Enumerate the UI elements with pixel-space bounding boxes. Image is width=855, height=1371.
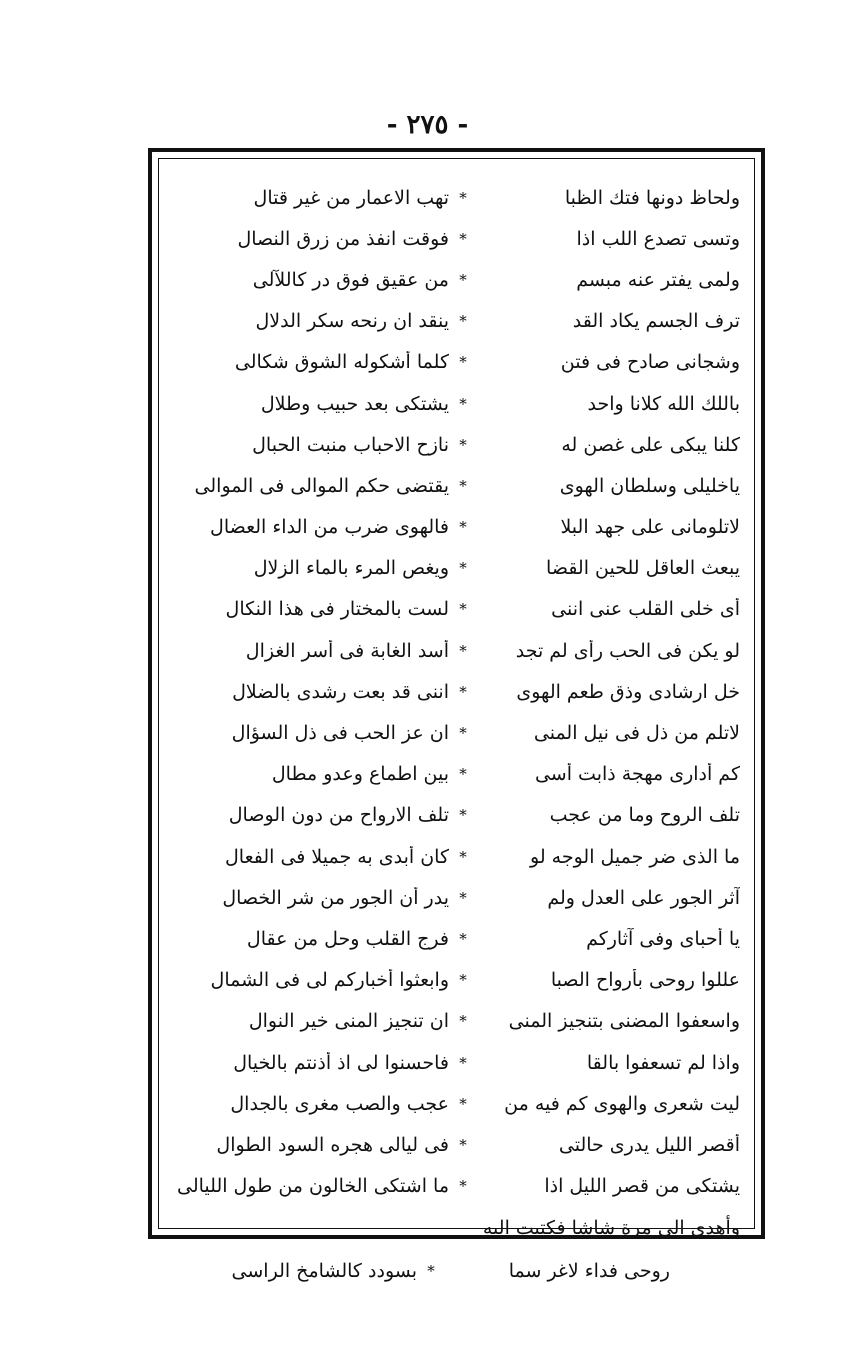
- first-hemistich: باللك الله كلانا واحد: [587, 392, 740, 415]
- verse-line: [173, 424, 740, 465]
- verse-line: [173, 960, 740, 1001]
- second-hemistich: فالهوى ضرب من الداء العضال: [210, 516, 449, 539]
- second-hemistich: بين اطماع وعدو مطال: [271, 763, 449, 786]
- separator-star: *: [459, 1177, 467, 1196]
- first-hemistich: كلنا يبكى على غصن له: [561, 433, 740, 456]
- verse-line: [173, 1124, 740, 1165]
- verse-line: [173, 465, 740, 506]
- first-hemistich: لاتلم من ذل فى نيل المنى: [533, 722, 740, 745]
- separator-star: *: [459, 847, 467, 866]
- separator-star: *: [459, 1012, 467, 1031]
- first-hemistich: روحى فداء لاغر سما: [508, 1259, 670, 1282]
- separator-star: *: [459, 559, 467, 578]
- second-hemistich: أسد الغابة فى أسر الغزال: [245, 639, 449, 662]
- page-frame: [148, 148, 765, 1282]
- first-hemistich: أقصر الليل يدرى حالتى: [558, 1133, 740, 1156]
- separator-star: *: [459, 765, 467, 784]
- verse-line: [173, 795, 740, 836]
- second-hemistich: ويغص المرء بالماء الزلال: [253, 557, 449, 580]
- second-hemistich: لست بالمختار فى هذا النكال: [225, 598, 449, 621]
- second-hemistich: بسودد كالشامخ الراسى: [231, 1259, 417, 1282]
- first-hemistich: ليت شعرى والهوى كم فيه من: [504, 1092, 740, 1115]
- second-hemistich: تلف الارواح من دون الوصال: [228, 804, 449, 827]
- second-hemistich: ما اشتكى الخالون من طول الليالى: [177, 1175, 449, 1198]
- verse-line: [173, 712, 740, 753]
- second-hemistich: فى ليالى هجره السود الطوال: [216, 1133, 449, 1156]
- verse-line: [173, 754, 740, 795]
- first-hemistich: ترف الجسم يكاد القد: [572, 310, 740, 333]
- separator-star: *: [459, 353, 467, 372]
- first-hemistich: واذا لم تسعفوا بالقا: [586, 1051, 740, 1074]
- separator-star: *: [459, 806, 467, 825]
- verse-line: [173, 383, 740, 424]
- first-hemistich: عللوا روحى بأرواح الصبا: [550, 969, 740, 992]
- separator-star: *: [459, 394, 467, 413]
- second-hemistich: فرج القلب وحل من عقال: [246, 927, 449, 950]
- separator-star: *: [459, 888, 467, 907]
- separator-star: *: [459, 312, 467, 331]
- second-hemistich: اننى قد بعت رشدى بالضلال: [232, 680, 449, 703]
- separator-star: *: [459, 600, 467, 619]
- separator-star: *: [459, 518, 467, 537]
- separator-star: *: [459, 1135, 467, 1154]
- first-hemistich: كم أدارى مهجة ذابت أسى: [534, 763, 740, 786]
- second-hemistich: تهب الاعمار من غير قتال: [253, 186, 449, 209]
- first-hemistich: يا أحباى وفى آثاركم: [586, 927, 740, 950]
- verse-line: [173, 218, 740, 259]
- first-hemistich: يشتكى من قصر الليل اذا: [544, 1175, 740, 1198]
- first-hemistich: وتسى تصدع اللب اذا: [576, 227, 740, 250]
- second-hemistich: فوقت انفذ من زرق النصال: [237, 227, 449, 250]
- first-hemistich: وشجانى صادح فى فتن: [560, 351, 740, 374]
- verse-line: [173, 877, 740, 918]
- separator-star: *: [459, 641, 467, 660]
- second-hemistich: يدر أن الجور من شر الخصال: [222, 886, 449, 909]
- separator-star: *: [459, 724, 467, 743]
- verse-line: [173, 177, 740, 218]
- verse-line: [173, 507, 740, 548]
- second-hemistich: من عقيق فوق در كاللآلى: [252, 268, 449, 291]
- first-hemistich: ولحاظ دونها فتك الظبا: [564, 186, 740, 209]
- separator-star: *: [459, 1094, 467, 1113]
- separator-star: *: [459, 1053, 467, 1072]
- separator-star: *: [459, 188, 467, 207]
- verse-line: [173, 301, 740, 342]
- first-hemistich: ما الذى ضر جميل الوجه لو: [530, 845, 740, 868]
- verse-line: [173, 671, 740, 712]
- first-hemistich: واسعفوا المضنى بتنجيز المنى: [508, 1010, 740, 1033]
- separator-star: *: [459, 971, 467, 990]
- verse-line: [173, 1001, 740, 1042]
- first-hemistich: لو يكن فى الحب رأى لم تجد: [515, 639, 740, 662]
- first-hemistich: آثر الجور على العدل ولم: [547, 886, 740, 909]
- second-hemistich: ان تنجيز المنى خير النوال: [248, 1010, 449, 1033]
- second-hemistich: وابعثوا أخباركم لى فى الشمال: [210, 969, 449, 992]
- last-verse: [173, 1249, 740, 1293]
- verse-line: [173, 342, 740, 383]
- second-hemistich: يقتضى حكم الموالى فى الموالى: [194, 474, 449, 497]
- verse-line: [173, 589, 740, 630]
- first-hemistich: أى خلى القلب عنى اننى: [551, 598, 740, 621]
- second-hemistich: يشتكى بعد حبيب وطلال: [260, 392, 449, 415]
- second-hemistich: عجب والصب مغرى بالجدال: [230, 1092, 449, 1115]
- verse-line: [173, 918, 740, 959]
- first-hemistich: يبعث العاقل للحين القضا: [546, 557, 740, 580]
- separator-star: *: [459, 229, 467, 248]
- separator-star: *: [459, 435, 467, 454]
- prose-line: وأهدى الى مرة شاشا فكتبت اليه: [482, 1216, 740, 1239]
- second-hemistich: ان عز الحب فى ذل السؤال: [231, 722, 449, 745]
- separator-star: *: [459, 929, 467, 948]
- poem-body: [173, 177, 740, 1293]
- separator-star: *: [459, 270, 467, 289]
- verse-line: [173, 1083, 740, 1124]
- separator-star: *: [459, 476, 467, 495]
- first-hemistich: ولمى يفتر عنه مبسم: [576, 268, 740, 291]
- second-hemistich: نازح الاحباب منبت الحبال: [252, 433, 449, 456]
- verse-line: [173, 548, 740, 589]
- separator-star: *: [427, 1261, 435, 1280]
- second-hemistich: فاحسنوا لى اذ أذنتم بالخيال: [233, 1051, 449, 1074]
- verse-line: [173, 630, 740, 671]
- verse-line: [173, 836, 740, 877]
- separator-star: *: [459, 682, 467, 701]
- first-hemistich: خل ارشادى وذق طعم الهوى: [516, 680, 740, 703]
- page-number: - ٢٧٥ -: [386, 110, 469, 140]
- verse-line: [173, 1166, 740, 1207]
- first-hemistich: تلف الروح وما من عجب: [549, 804, 740, 827]
- second-hemistich: كلما أشكوله الشوق شكالى: [234, 351, 449, 374]
- first-hemistich: لاتلومانى على جهد البلا: [560, 516, 740, 539]
- verse-line: [173, 1042, 740, 1083]
- inner-border: [158, 158, 755, 1282]
- second-hemistich: كان أبدى به جميلا فى الفعال: [224, 845, 449, 868]
- first-hemistich: ياخليلى وسلطان الهوى: [559, 474, 740, 497]
- second-hemistich: ينقد ان رنحه سكر الدلال: [255, 310, 449, 333]
- verse-line: [173, 259, 740, 300]
